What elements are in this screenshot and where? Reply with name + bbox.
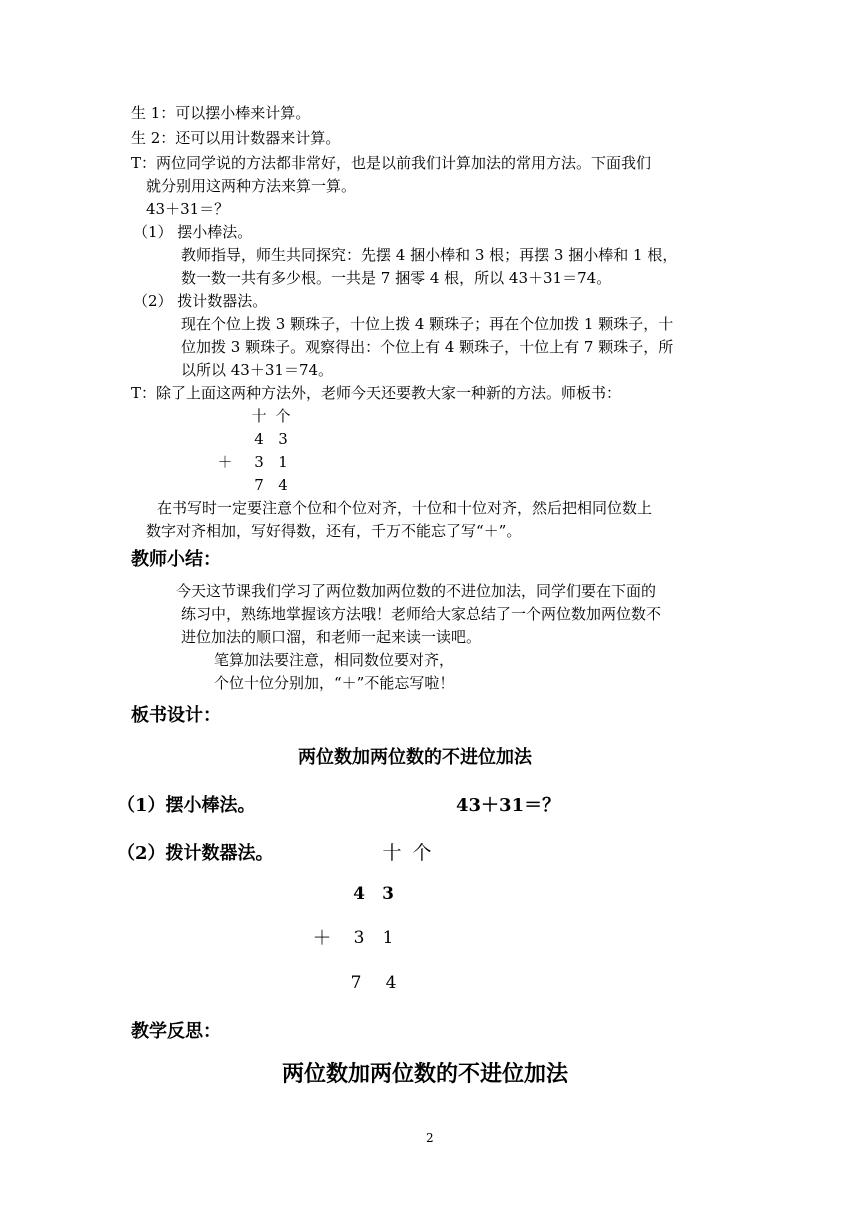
teacher-line-2: T：除了上面这两种方法外，老师今天还要教大家一种新的方法。师板书：: [131, 384, 622, 402]
vertical-r1-tens: 4: [254, 430, 264, 448]
board-method-2: （2）拨计数器法。: [117, 843, 274, 864]
note-line-a: 在书写时一定要注意个位和个位对齐，十位和十位对齐，然后把相同位数上: [157, 499, 653, 517]
vertical-r2-tens: 3: [254, 453, 264, 471]
vertical-r2-ones: 1: [278, 453, 288, 471]
board-equation: 43＋31＝？: [456, 795, 561, 816]
board-r2-ones: 1: [382, 928, 394, 948]
board-r3-tens: 7: [350, 973, 362, 993]
rhyme-line-b: 个位十位分别加，“＋”不能忘写啦！: [214, 674, 455, 692]
board-method-1: （1）摆小棒法。: [117, 795, 256, 816]
vertical-r1-ones: 3: [278, 430, 288, 448]
method-1-text-a: 教师指导，师生共同探究：先摆 4 捆小棒和 3 根；再摆 3 捆小棒和 1 根，: [181, 246, 678, 264]
method-1-label: （1） 摆小棒法。: [133, 223, 253, 241]
board-plus: ＋: [312, 927, 332, 949]
teacher-line-1: T：两位同学说的方法都非常好，也是以前我们计算加法的常用方法。下面我们: [131, 154, 652, 172]
method-2-label: （2） 拨计数器法。: [133, 292, 268, 310]
method-2-text-c: 以所以 43＋31＝74。: [181, 361, 334, 379]
board-head-ones: 个: [412, 842, 432, 864]
student-1-line: 生 1：可以摆小棒来计算。: [131, 104, 311, 122]
page-number: 2: [426, 1131, 434, 1145]
rhyme-line-a: 笔算加法要注意，相同数位要对齐，: [214, 651, 455, 669]
summary-text-c: 进位加法的顺口溜，和老师一起来读一读吧。: [181, 628, 482, 646]
vertical-head-tens: 十: [251, 407, 267, 425]
board-r1-tens: 4: [353, 884, 365, 904]
student-2-line: 生 2：还可以用计数器来计算。: [131, 129, 341, 147]
vertical-r3-ones: 4: [278, 476, 288, 494]
teacher-line-1-cont: 就分别用这两种方法来算一算。: [146, 177, 357, 195]
board-head-tens: 十: [382, 842, 402, 864]
vertical-r3-tens: 7: [254, 476, 264, 494]
vertical-head-ones: 个: [275, 407, 291, 425]
board-heading: 板书设计：: [131, 705, 221, 726]
reflection-title: 两位数加两位数的不进位加法: [282, 1061, 569, 1087]
equation-prompt: 43＋31＝？: [146, 200, 230, 218]
summary-text-b: 练习中，熟练地掌握该方法哦！老师给大家总结了一个两位数加两位数不: [181, 605, 662, 623]
summary-heading: 教师小结：: [131, 549, 221, 570]
method-1-text-b: 数一数一共有多少根。一共是 7 捆零 4 根，所以 43＋31＝74。: [181, 269, 612, 287]
note-line-b: 数字对齐相加，写好得数，还有，千万不能忘了写“＋”。: [146, 522, 522, 540]
board-r3-ones: 4: [385, 973, 397, 993]
board-r2-tens: 3: [353, 928, 365, 948]
method-2-text-a: 现在个位上拨 3 颗珠子，十位上拨 4 颗珠子；再在个位加拨 1 颗珠子，十: [181, 315, 674, 333]
board-r1-ones: 3: [382, 884, 394, 904]
vertical-plus: ＋: [217, 453, 233, 471]
board-title: 两位数加两位数的不进位加法: [298, 747, 532, 768]
reflection-heading: 教学反思：: [131, 1021, 221, 1042]
method-2-text-b: 位加拨 3 颗珠子。观察得出：个位上有 4 颗珠子，十位上有 7 颗珠子，所: [181, 338, 674, 356]
summary-text-a: 今天这节课我们学习了两位数加两位数的不进位加法，同学们要在下面的: [176, 582, 657, 600]
